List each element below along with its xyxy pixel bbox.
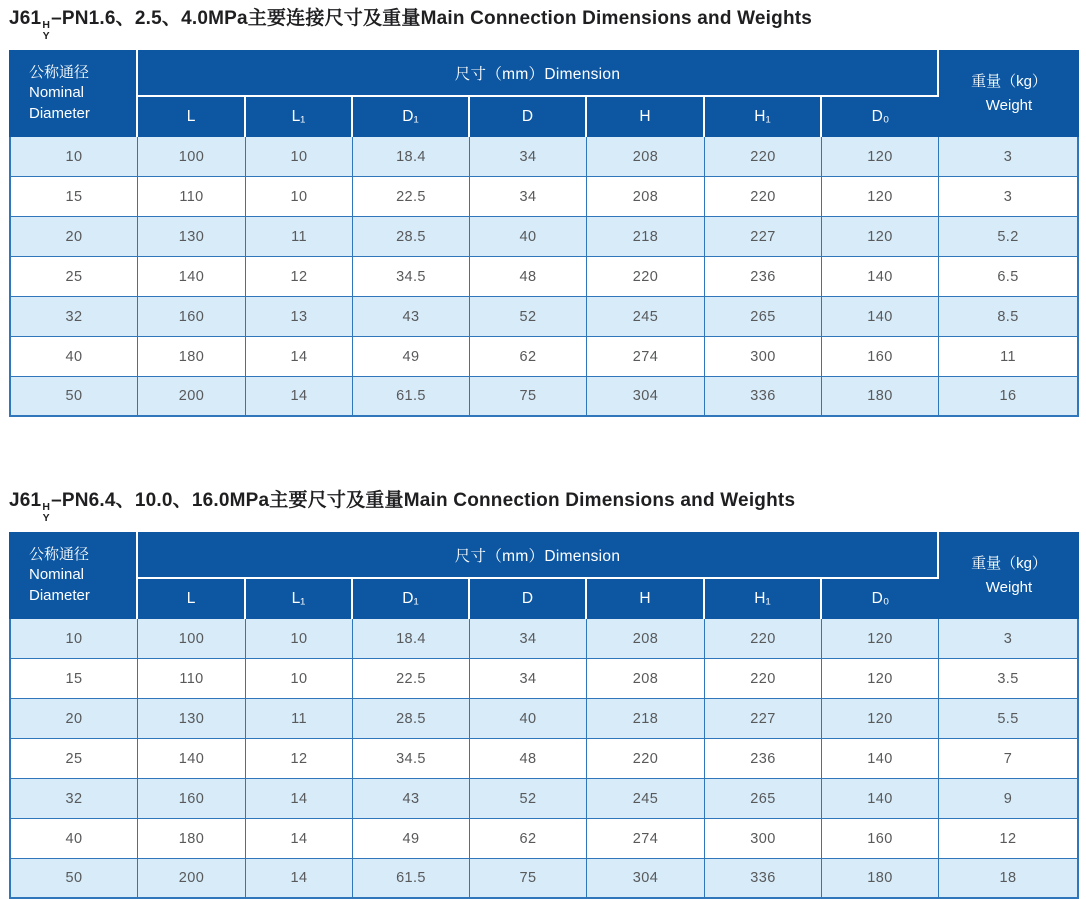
table-row xyxy=(9,819,1079,859)
table-header xyxy=(9,50,1079,137)
title-text: –PN6.4、10.0、16.0MPa主要尺寸及重量Main Connection Dimensions and Weights xyxy=(51,490,796,511)
cell-D1: 28.5 xyxy=(353,699,470,739)
col-header-D: D xyxy=(470,579,587,619)
cell-H1: 236 xyxy=(705,739,822,779)
cell-nominal-diameter: 50 xyxy=(9,859,138,899)
cell-D1: 34.5 xyxy=(353,257,470,297)
cell-D1: 22.5 xyxy=(353,659,470,699)
cell-H1: 336 xyxy=(705,377,822,417)
valve-model: J61 xyxy=(9,490,42,511)
cell-D0: 120 xyxy=(822,619,939,659)
table-body xyxy=(9,619,1079,899)
cell-weight: 3 xyxy=(939,177,1079,217)
cell-nominal-diameter: 25 xyxy=(9,739,138,779)
col-header-D0: D₀ xyxy=(822,97,939,137)
cell-weight: 5.2 xyxy=(939,217,1079,257)
cell-D: 48 xyxy=(470,739,587,779)
cell-weight: 18 xyxy=(939,859,1079,899)
table-section-pn6-4-to-16 xyxy=(9,485,1079,899)
col-header-weight xyxy=(939,532,1079,619)
col-header-L1: L₁ xyxy=(246,579,353,619)
cell-D: 34 xyxy=(470,137,587,177)
cell-L: 130 xyxy=(138,217,246,257)
cell-L: 100 xyxy=(138,137,246,177)
cell-D1: 43 xyxy=(353,779,470,819)
cell-L1: 14 xyxy=(246,337,353,377)
table-row xyxy=(9,337,1079,377)
col-group-dimension-mm: 尺寸（mm）Dimension xyxy=(138,50,939,97)
cell-H1: 220 xyxy=(705,137,822,177)
cell-weight: 3.5 xyxy=(939,659,1079,699)
header-line: 重量（kg） xyxy=(971,555,1047,573)
col-header-L: L xyxy=(138,579,246,619)
table-row xyxy=(9,217,1079,257)
cell-H1: 220 xyxy=(705,619,822,659)
title-text: –PN1.6、2.5、4.0MPa主要连接尺寸及重量Main Connection Dimensions and Weights xyxy=(51,8,813,29)
table-title xyxy=(9,3,1079,41)
header-line: Weight xyxy=(985,578,1033,596)
cell-L1: 14 xyxy=(246,819,353,859)
cell-D1: 43 xyxy=(353,297,470,337)
cell-H: 208 xyxy=(587,137,705,177)
cell-H: 274 xyxy=(587,819,705,859)
model-variant-stack xyxy=(42,20,50,41)
table-row xyxy=(9,257,1079,297)
cell-nominal-diameter: 40 xyxy=(9,337,138,377)
col-header-nominal-diameter xyxy=(9,50,138,137)
cell-H: 304 xyxy=(587,859,705,899)
cell-weight: 16 xyxy=(939,377,1079,417)
cell-H1: 265 xyxy=(705,297,822,337)
cell-weight: 9 xyxy=(939,779,1079,819)
col-header-D1: D₁ xyxy=(353,97,470,137)
cell-H1: 227 xyxy=(705,217,822,257)
header-line: 重量（kg） xyxy=(971,73,1047,91)
header-line: Diameter xyxy=(29,104,90,122)
cell-H1: 300 xyxy=(705,819,822,859)
table-header xyxy=(9,532,1079,619)
table-row xyxy=(9,377,1079,417)
cell-L: 160 xyxy=(138,297,246,337)
cell-D: 40 xyxy=(470,699,587,739)
cell-weight: 6.5 xyxy=(939,257,1079,297)
cell-weight: 11 xyxy=(939,337,1079,377)
cell-L1: 10 xyxy=(246,177,353,217)
variant-top: H xyxy=(42,501,51,513)
cell-L1: 14 xyxy=(246,859,353,899)
table-row xyxy=(9,137,1079,177)
cell-D: 34 xyxy=(470,177,587,217)
cell-D: 40 xyxy=(470,217,587,257)
cell-D0: 160 xyxy=(822,819,939,859)
cell-L1: 14 xyxy=(246,779,353,819)
cell-D: 62 xyxy=(470,337,587,377)
col-header-H1: H₁ xyxy=(705,579,822,619)
table-row xyxy=(9,739,1079,779)
table-row xyxy=(9,177,1079,217)
col-header-D1: D₁ xyxy=(353,579,470,619)
table-row xyxy=(9,779,1079,819)
model-variant-stack xyxy=(42,502,50,523)
cell-L1: 12 xyxy=(246,739,353,779)
col-header-H1: H₁ xyxy=(705,97,822,137)
cell-L1: 11 xyxy=(246,699,353,739)
variant-top: H xyxy=(42,19,51,31)
cell-weight: 5.5 xyxy=(939,699,1079,739)
cell-weight: 7 xyxy=(939,739,1079,779)
cell-nominal-diameter: 32 xyxy=(9,297,138,337)
dimensions-table xyxy=(9,50,1079,417)
cell-weight: 12 xyxy=(939,819,1079,859)
cell-H: 220 xyxy=(587,257,705,297)
col-group-dimension-mm: 尺寸（mm）Dimension xyxy=(138,532,939,579)
dimensions-table xyxy=(9,532,1079,899)
cell-D: 34 xyxy=(470,619,587,659)
cell-D1: 49 xyxy=(353,819,470,859)
cell-L: 200 xyxy=(138,377,246,417)
col-header-nominal-diameter xyxy=(9,532,138,619)
cell-H: 208 xyxy=(587,619,705,659)
cell-H1: 236 xyxy=(705,257,822,297)
cell-D0: 120 xyxy=(822,177,939,217)
header-line: Weight xyxy=(985,96,1033,114)
cell-D0: 140 xyxy=(822,779,939,819)
cell-L: 110 xyxy=(138,177,246,217)
cell-D0: 160 xyxy=(822,337,939,377)
cell-nominal-diameter: 25 xyxy=(9,257,138,297)
cell-L1: 10 xyxy=(246,619,353,659)
variant-bottom: Y xyxy=(42,29,50,42)
cell-H1: 336 xyxy=(705,859,822,899)
cell-D0: 120 xyxy=(822,699,939,739)
cell-nominal-diameter: 20 xyxy=(9,217,138,257)
cell-L: 180 xyxy=(138,337,246,377)
cell-D1: 18.4 xyxy=(353,137,470,177)
cell-D: 75 xyxy=(470,859,587,899)
cell-H: 274 xyxy=(587,337,705,377)
cell-D: 48 xyxy=(470,257,587,297)
cell-H: 218 xyxy=(587,217,705,257)
cell-nominal-diameter: 40 xyxy=(9,819,138,859)
cell-D: 62 xyxy=(470,819,587,859)
col-header-D0: D₀ xyxy=(822,579,939,619)
cell-L1: 13 xyxy=(246,297,353,337)
table-row xyxy=(9,659,1079,699)
cell-D1: 61.5 xyxy=(353,377,470,417)
cell-L: 160 xyxy=(138,779,246,819)
cell-weight: 3 xyxy=(939,137,1079,177)
cell-H: 208 xyxy=(587,659,705,699)
cell-H: 304 xyxy=(587,377,705,417)
cell-D0: 140 xyxy=(822,297,939,337)
cell-weight: 3 xyxy=(939,619,1079,659)
cell-D0: 180 xyxy=(822,859,939,899)
table-row xyxy=(9,699,1079,739)
table-section-pn1-6-to-4 xyxy=(9,3,1079,417)
cell-H1: 220 xyxy=(705,177,822,217)
cell-D0: 120 xyxy=(822,137,939,177)
variant-bottom: Y xyxy=(42,511,50,524)
cell-D1: 34.5 xyxy=(353,739,470,779)
cell-nominal-diameter: 15 xyxy=(9,659,138,699)
header-line: Nominal xyxy=(29,566,85,584)
cell-nominal-diameter: 32 xyxy=(9,779,138,819)
cell-L1: 14 xyxy=(246,377,353,417)
cell-nominal-diameter: 50 xyxy=(9,377,138,417)
table-title xyxy=(9,485,1079,523)
cell-D0: 120 xyxy=(822,217,939,257)
cell-D0: 180 xyxy=(822,377,939,417)
cell-L1: 11 xyxy=(246,217,353,257)
cell-D1: 61.5 xyxy=(353,859,470,899)
cell-L: 140 xyxy=(138,739,246,779)
cell-L: 110 xyxy=(138,659,246,699)
cell-L: 100 xyxy=(138,619,246,659)
col-header-L1: L₁ xyxy=(246,97,353,137)
cell-D1: 18.4 xyxy=(353,619,470,659)
cell-H: 220 xyxy=(587,739,705,779)
header-line: Nominal xyxy=(29,84,85,102)
cell-H1: 265 xyxy=(705,779,822,819)
col-header-weight xyxy=(939,50,1079,137)
cell-D: 75 xyxy=(470,377,587,417)
cell-D: 52 xyxy=(470,297,587,337)
cell-D1: 28.5 xyxy=(353,217,470,257)
cell-L: 140 xyxy=(138,257,246,297)
table-body xyxy=(9,137,1079,417)
header-line: Diameter xyxy=(29,586,90,604)
cell-D: 34 xyxy=(470,659,587,699)
cell-D: 52 xyxy=(470,779,587,819)
valve-model: J61 xyxy=(9,8,42,29)
cell-H1: 220 xyxy=(705,659,822,699)
table-row xyxy=(9,297,1079,337)
cell-nominal-diameter: 20 xyxy=(9,699,138,739)
cell-L: 180 xyxy=(138,819,246,859)
header-line: 公称通径 xyxy=(29,546,90,564)
cell-nominal-diameter: 10 xyxy=(9,619,138,659)
table-row xyxy=(9,859,1079,899)
table-row xyxy=(9,619,1079,659)
header-line: 公称通径 xyxy=(29,64,90,82)
cell-H: 208 xyxy=(587,177,705,217)
cell-H: 245 xyxy=(587,297,705,337)
cell-L: 200 xyxy=(138,859,246,899)
cell-D0: 120 xyxy=(822,659,939,699)
cell-L1: 12 xyxy=(246,257,353,297)
cell-D1: 49 xyxy=(353,337,470,377)
cell-L: 130 xyxy=(138,699,246,739)
col-header-H: H xyxy=(587,579,705,619)
cell-L1: 10 xyxy=(246,137,353,177)
cell-D0: 140 xyxy=(822,257,939,297)
col-header-H: H xyxy=(587,97,705,137)
cell-H1: 300 xyxy=(705,337,822,377)
cell-nominal-diameter: 15 xyxy=(9,177,138,217)
cell-D0: 140 xyxy=(822,739,939,779)
cell-H: 218 xyxy=(587,699,705,739)
cell-weight: 8.5 xyxy=(939,297,1079,337)
cell-nominal-diameter: 10 xyxy=(9,137,138,177)
cell-H1: 227 xyxy=(705,699,822,739)
col-header-D: D xyxy=(470,97,587,137)
cell-D1: 22.5 xyxy=(353,177,470,217)
col-header-L: L xyxy=(138,97,246,137)
cell-L1: 10 xyxy=(246,659,353,699)
cell-H: 245 xyxy=(587,779,705,819)
